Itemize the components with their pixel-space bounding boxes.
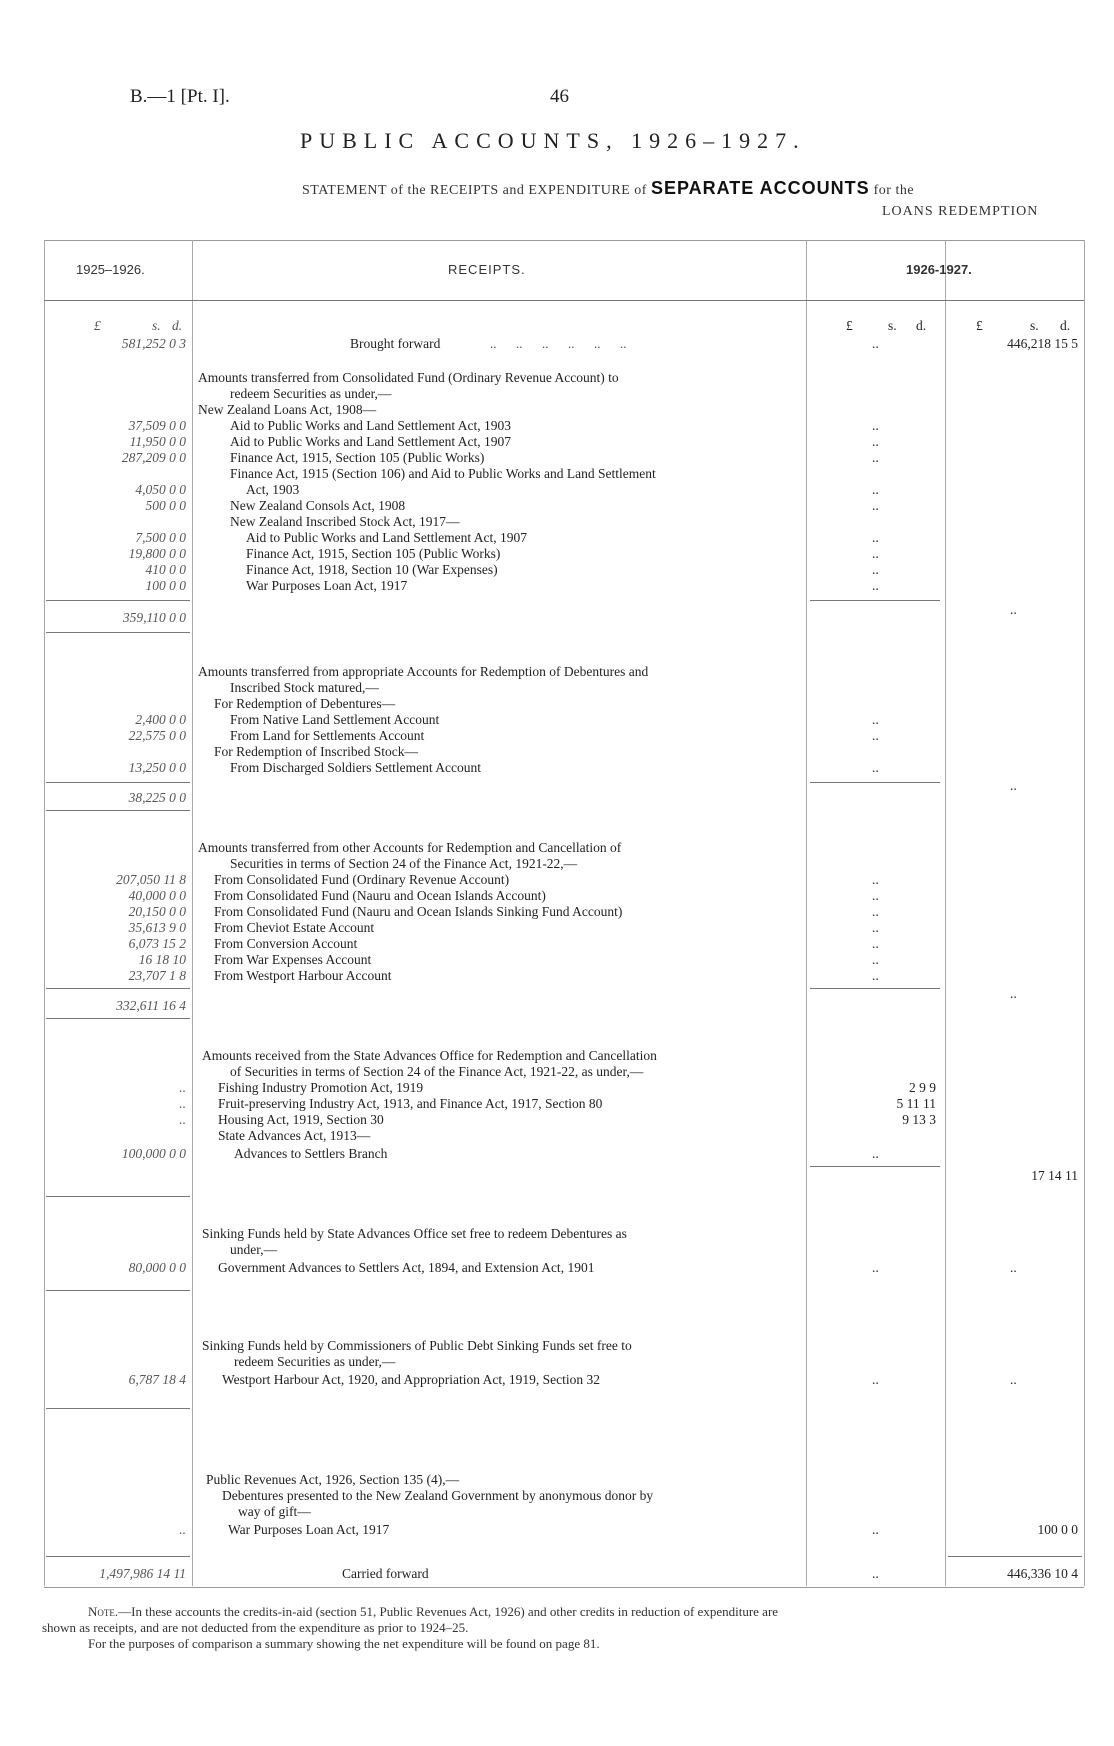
- section-heading: Sinking Funds held by Commissioners of Public Debt Sinking Funds set free to: [202, 1338, 632, 1353]
- column-header-receipts: RECEIPTS.: [448, 262, 526, 277]
- prev-subtotal: 332,611 16 4: [116, 998, 186, 1013]
- curr-amount: 5 11 11: [896, 1096, 936, 1111]
- prev-amount: 11,950 0 0: [129, 434, 186, 449]
- item-label: Act, 1903: [246, 482, 300, 497]
- section-heading: Amounts transferred from Consolidated Fund (Ordinary Revenue Account) to: [198, 370, 619, 385]
- footnote-text: —In these accounts the credits-in-aid (section 51, Public Revenues Act, 1926) and other credits in reduction of expenditure are: [118, 1604, 779, 1619]
- curr-dots-column: .. .. .. .. .. .. .. .. ..: [872, 418, 879, 593]
- prev-amount: 2,400 0 0: [135, 712, 186, 727]
- prev-amount: 20,150 0 0: [128, 904, 186, 919]
- header-rule: [44, 300, 1084, 301]
- subtotal-rule: [46, 810, 190, 811]
- footnote: shown as receipts, and are not deducted from the expenditure as prior to 1924–25.: [42, 1620, 469, 1635]
- item-label: Aid to Public Works and Land Settlement Act, 1903: [230, 418, 512, 433]
- section-heading: Securities in terms of Section 24 of the Finance Act, 1921-22,—: [230, 856, 578, 871]
- item-label: Aid to Public Works and Land Settlement Act, 1907: [246, 530, 528, 545]
- prev-amount: ..: [179, 1080, 186, 1095]
- total-rule: [948, 1556, 1082, 1557]
- section-subheading: State Advances Act, 1913—: [218, 1128, 371, 1143]
- section-rule: [46, 1408, 190, 1409]
- prev-amount: 287,209 0 0: [121, 450, 186, 465]
- subtotal-rule: [810, 1166, 940, 1167]
- curr-total: 446,218 15 5: [1007, 336, 1078, 351]
- footnote: For the purposes of comparison a summary showing the net expenditure will be found on page 81.: [88, 1636, 600, 1651]
- footnote-label: Note.: [88, 1604, 119, 1619]
- prev-amount: 19,800 0 0: [128, 546, 186, 561]
- curr-dots: ..: [872, 1566, 879, 1581]
- section-heading: Amounts transferred from appropriate Accounts for Redemption of Debentures and: [198, 664, 649, 679]
- brought-forward-label: Brought forward: [350, 336, 441, 351]
- item-label: War Purposes Loan Act, 1917: [228, 1522, 390, 1537]
- subtotal-rule: [46, 1018, 190, 1019]
- curr-amount: 9 13 3: [902, 1112, 936, 1127]
- prev-amount: 581,252 0 3: [121, 336, 186, 351]
- item-label: Fruit-preserving Industry Act, 1913, and Finance Act, 1917, Section 80: [218, 1096, 603, 1111]
- curr-dots: ..: [872, 1522, 879, 1537]
- item-label: Fishing Industry Promotion Act, 1919: [218, 1080, 424, 1095]
- prev-amount: 23,707 1 8: [128, 968, 186, 983]
- prev-amount: 40,000 0 0: [128, 888, 186, 903]
- section-heading: redeem Securities as under,—: [230, 386, 392, 401]
- curr-dots-column: .. .. .. .. .. .. ..: [872, 872, 879, 983]
- prev-amount: 100,000 0 0: [121, 1146, 186, 1161]
- item-label: Housing Act, 1919, Section 30: [218, 1112, 384, 1127]
- item-label: New Zealand Consols Act, 1908: [230, 498, 406, 513]
- section-heading: way of gift—: [238, 1504, 311, 1519]
- statement-subtitle: LOANS REDEMPTION: [882, 204, 1039, 219]
- item-label: Finance Act, 1918, Section 10 (War Expenses): [246, 562, 498, 577]
- column-rule: [192, 240, 193, 1586]
- curr-dots: ..: [872, 1260, 879, 1275]
- prev-amount: 35,613 9 0: [128, 920, 186, 935]
- leader-dots: .. .. .. .. .. ..: [490, 336, 627, 351]
- prev-subtotal: 38,225 0 0: [128, 790, 186, 805]
- item-label: Finance Act, 1915, Section 105 (Public Works): [230, 450, 485, 465]
- section-subheading: New Zealand Inscribed Stock Act, 1917—: [230, 514, 460, 529]
- item-label: War Purposes Loan Act, 1917: [246, 578, 408, 593]
- curr-dots: ..: [872, 1146, 879, 1161]
- item-label: Finance Act, 1915 (Section 106) and Aid to Public Works and Land Settlement: [230, 466, 656, 481]
- prev-amount: 13,250 0 0: [128, 760, 186, 775]
- unit-pence: d.: [916, 318, 927, 333]
- subtotal-rule: [810, 782, 940, 783]
- subtotal-rule: [46, 632, 190, 633]
- item-label: Aid to Public Works and Land Settlement Act, 1907: [230, 434, 512, 449]
- item-label: Finance Act, 1915, Section 105 (Public Works): [246, 546, 501, 561]
- prev-amount: 207,050 11 8: [116, 872, 186, 887]
- statement-bold: SEPARATE ACCOUNTS: [650, 178, 870, 198]
- subtotal-rule: [46, 600, 190, 601]
- section-heading: Amounts received from the State Advances Office for Redemption and Cancellation: [202, 1048, 657, 1063]
- item-label: From Consolidated Fund (Nauru and Ocean Islands Sinking Fund Account): [214, 904, 623, 919]
- prev-subtotal: 359,110 0 0: [122, 610, 186, 625]
- prev-amount: ..: [179, 1096, 186, 1111]
- unit-pound: £: [976, 318, 983, 333]
- curr-dots: ..: [1010, 1372, 1017, 1387]
- section-heading: Public Revenues Act, 1926, Section 135 (4),—: [206, 1472, 460, 1487]
- curr-total: 17 14 11: [1031, 1168, 1078, 1183]
- column-header-prev-year: 1925–1926.: [76, 262, 145, 277]
- section-heading: redeem Securities as under,—: [234, 1354, 396, 1369]
- section-heading: Inscribed Stock matured,—: [230, 680, 379, 695]
- total-rule: [46, 1556, 190, 1557]
- prev-amount: ..: [179, 1522, 186, 1537]
- item-label: From Consolidated Fund (Nauru and Ocean Islands Account): [214, 888, 546, 903]
- curr-dots-column: .. .. ..: [872, 712, 879, 775]
- section-rule: [46, 1290, 190, 1291]
- curr-dots: ..: [872, 336, 879, 351]
- curr-amount: 2 9 9: [909, 1080, 936, 1095]
- prev-amount: 500 0 0: [145, 498, 186, 513]
- section-heading: Debentures presented to the New Zealand Government by anonymous donor by: [222, 1488, 654, 1503]
- item-label: From Conversion Account: [214, 936, 358, 951]
- unit-shilling: s.: [152, 318, 161, 333]
- column-rule: [44, 240, 45, 1586]
- column-rule: [945, 240, 946, 1586]
- curr-dots: ..: [872, 1372, 879, 1387]
- prev-amount: 6,073 15 2: [128, 936, 186, 951]
- document-reference: B.—1 [Pt. I].: [130, 86, 230, 107]
- item-label: From Land for Settlements Account: [230, 728, 425, 743]
- item-label: From War Expenses Account: [214, 952, 372, 967]
- subtotal-rule: [810, 600, 940, 601]
- item-label: From Westport Harbour Account: [214, 968, 392, 983]
- subtotal-rule: [46, 988, 190, 989]
- prev-amount: 100 0 0: [145, 578, 186, 593]
- item-label: From Native Land Settlement Account: [230, 712, 440, 727]
- item-label: From Consolidated Fund (Ordinary Revenue Account): [214, 872, 510, 887]
- prev-amount: 410 0 0: [145, 562, 186, 577]
- prev-amount: 6,787 18 4: [128, 1372, 186, 1387]
- item-label: Advances to Settlers Branch: [234, 1146, 388, 1161]
- prev-amount: ..: [179, 1112, 186, 1127]
- curr-dots: ..: [1010, 602, 1017, 617]
- curr-total: 100 0 0: [1037, 1522, 1078, 1537]
- prev-amount: 80,000 0 0: [128, 1260, 186, 1275]
- section-subheading: For Redemption of Debentures—: [214, 696, 396, 711]
- unit-shilling: s.: [1030, 318, 1039, 333]
- column-rule: [806, 240, 807, 1586]
- section-heading: Sinking Funds held by State Advances Office set free to redeem Debentures as: [202, 1226, 627, 1241]
- curr-dots: ..: [1010, 986, 1017, 1001]
- unit-pound: £: [94, 318, 101, 333]
- page-title: PUBLIC ACCOUNTS, 1926–1927.: [300, 128, 806, 153]
- carried-forward-label: Carried forward: [342, 1566, 429, 1581]
- unit-shilling: s.: [888, 318, 897, 333]
- footnote: [88, 1604, 778, 1620]
- section-heading: of Securities in terms of Section 24 of the Finance Act, 1921-22, as under,—: [230, 1064, 644, 1079]
- statement-post: for the: [869, 183, 915, 198]
- unit-pound: £: [846, 318, 853, 333]
- prev-amount: 22,575 0 0: [128, 728, 186, 743]
- unit-pence: d.: [1060, 318, 1071, 333]
- prev-amount: 37,509 0 0: [128, 418, 186, 433]
- section-rule: [46, 1196, 190, 1197]
- section-heading: under,—: [230, 1242, 278, 1257]
- prev-amount: 16 18 10: [138, 952, 186, 967]
- prev-total: 1,497,986 14 11: [99, 1566, 186, 1581]
- curr-total: 446,336 10 4: [1007, 1566, 1078, 1581]
- section-subheading: New Zealand Loans Act, 1908—: [198, 402, 377, 417]
- item-label: Government Advances to Settlers Act, 1894, and Extension Act, 1901: [218, 1260, 595, 1275]
- subtotal-rule: [810, 988, 940, 989]
- section-heading: Amounts transferred from other Accounts for Redemption and Cancellation of: [198, 840, 622, 855]
- prev-amount: 4,050 0 0: [135, 482, 186, 497]
- statement-title: [302, 178, 914, 199]
- item-label: Westport Harbour Act, 1920, and Appropriation Act, 1919, Section 32: [222, 1372, 600, 1387]
- page-number: 46: [550, 86, 569, 107]
- column-header-curr-year: 1926-1927.: [906, 262, 972, 277]
- item-label: From Cheviot Estate Account: [214, 920, 375, 935]
- item-label: From Discharged Soldiers Settlement Account: [230, 760, 481, 775]
- column-rule: [1084, 240, 1085, 1586]
- section-subheading: For Redemption of Inscribed Stock—: [214, 744, 418, 759]
- curr-dots: ..: [1010, 778, 1017, 793]
- unit-pence: d.: [172, 318, 183, 333]
- subtotal-rule: [46, 782, 190, 783]
- prev-amount: 7,500 0 0: [135, 530, 186, 545]
- curr-dots: ..: [1010, 1260, 1017, 1275]
- statement-pre: STATEMENT of the RECEIPTS and EXPENDITURE of: [302, 183, 651, 198]
